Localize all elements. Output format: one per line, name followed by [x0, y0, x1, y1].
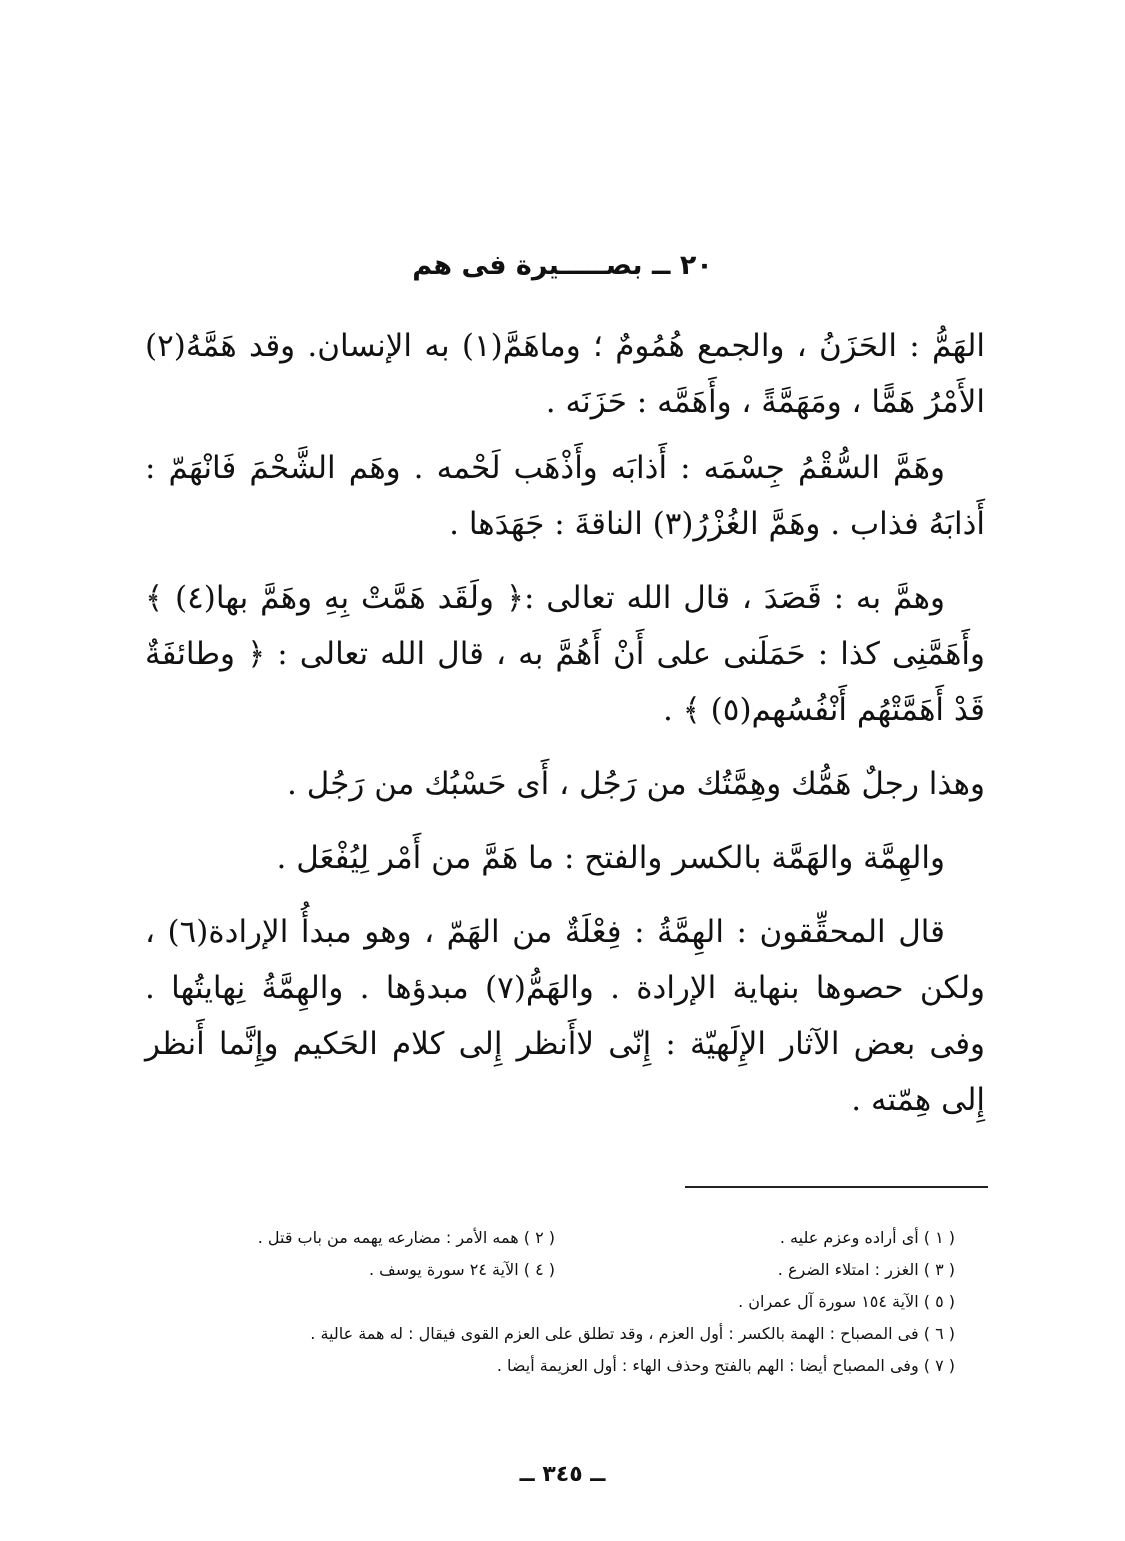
footnote-5: ( ٥ ) الآية ١٥٤ سورة آل عمران .	[738, 1292, 955, 1311]
footnote-row	[155, 1350, 955, 1382]
footnote-4: ( ٤ ) الآية ٢٤ سورة يوسف .	[368, 1260, 555, 1279]
footnote-7: ( ٧ ) وفى المصباح أيضا : الهم بالفتح وحذف الهاء : أول العزيمة أيضا .	[496, 1356, 955, 1375]
paragraph-4: وهذا رجلٌ هَمُّك وهِمَّتُك من رَجُل ، أَى حَسْبُك من رَجُل .	[287, 766, 985, 802]
paragraph-3: وهمَّ به : قَصَدَ ، قال الله تعالى :﴿ ولَقَد هَمَّتْ بِهِ وهَمَّ بها(٤) ﴾ وأَهَمَّنِى كذا : حَمَلَنى على أَنْ أَهُمَّ به ، قال الله تعالى : ﴿ وطائفَةٌ قَدْ أَهَمَّتْهُم أَنْفُسُهم(٥) ﴾ .	[145, 580, 985, 728]
page-number: ــ ٣٤٥ ــ	[519, 1462, 606, 1487]
main-text	[145, 318, 985, 1146]
paragraph-5: والهِمَّة والهَمَّة بالكسر والفتح : ما هَمَّ من أَمْر لِيُفْعَل .	[276, 840, 945, 876]
footnote-row	[155, 1286, 955, 1318]
paragraph-6: قال المحقِّقون : الهِمَّةُ : فِعْلَةٌ من الهَمّ ، وهو مبدأُ الإرادة(٦) ، ولكن حصوها بنهاية الإرادة . والهَمُّ(٧) مبدؤها . والهِمَّةُ نِهايتُها . وفى بعض الآثار الإِلَهيّة : إِنّى لاأَنظر إِلى كلام الحَكيم وإِنَّما أَنظر إِلى هِمّته .	[145, 914, 985, 1118]
footnote-divider	[685, 1186, 988, 1188]
footnote-row	[155, 1222, 955, 1254]
section-heading: ٢٠ ــ بصـــــيرة فى هم	[412, 250, 713, 281]
footnote-1: ( ١ ) أى أراده وعزم عليه .	[779, 1228, 955, 1247]
footnote-row	[155, 1254, 955, 1286]
paragraph-1: الهَمُّ : الحَزَنُ ، والجمع هُمُومٌ ؛ وماهَمَّ(١) به الإنسان. وقد هَمَّهُ(٢) الأَمْرُ هَمًّا ، ومَهَمَّةً ، وأَهَمَّه : حَزَنَه .	[145, 328, 985, 420]
paragraph-2: وهَمَّ السُّقْمُ جِسْمَه : أَذابَه وأَذْهَب لَحْمه . وهَم الشَّحْمَ فَانْهَمّ : أَذابَهُ فذاب . وهَمَّ الغُزْرُ(٣) الناقةَ : جَهَدَها .	[145, 450, 985, 542]
footnote-3: ( ٣ ) الغزر : امتلاء الضرع .	[777, 1260, 955, 1279]
footnote-2: ( ٢ ) همه الأمر : مضارعه يهمه من باب قتل .	[257, 1228, 555, 1247]
footnotes	[155, 1222, 955, 1382]
footnote-row	[155, 1318, 955, 1350]
footnote-6: ( ٦ ) فى المصباح : الهمة بالكسر : أول العزم ، وقد تطلق على العزم القوى فيقال : له همة عالية .	[310, 1324, 955, 1343]
